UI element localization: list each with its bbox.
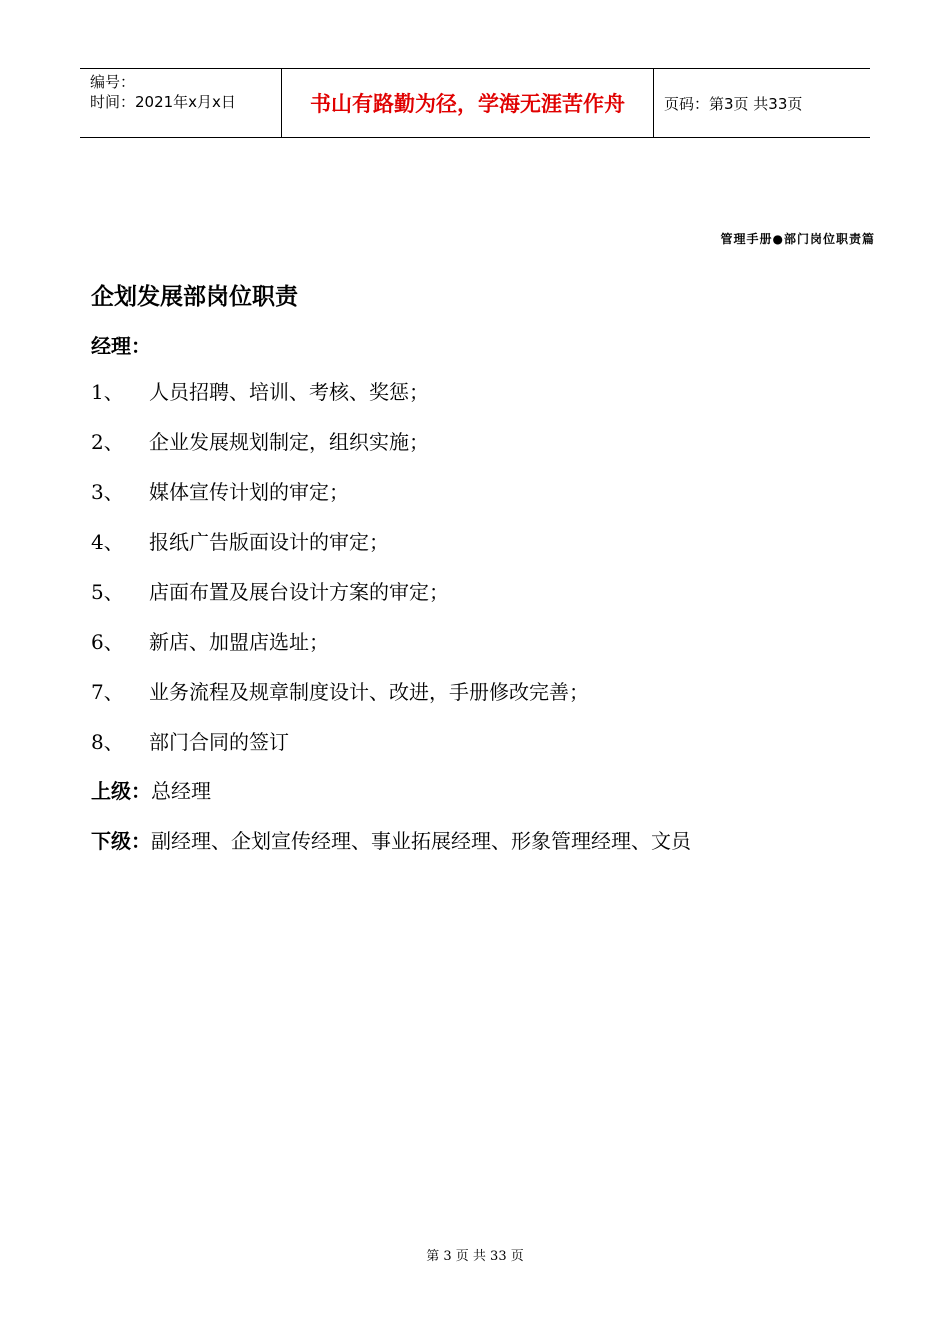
time-label: 时间：2021年x月x日 (90, 93, 236, 111)
number-label: 编号： (90, 73, 136, 91)
list-item (91, 378, 589, 428)
item-number: 1、 (91, 380, 124, 404)
subordinate-line (91, 827, 691, 855)
item-text: 部门合同的签订 (149, 730, 289, 754)
superior-line (91, 777, 211, 805)
item-number: 8、 (91, 730, 124, 754)
list-item (91, 678, 589, 728)
header-info-cell (80, 69, 282, 137)
list-item (91, 728, 589, 778)
item-text: 报纸广告版面设计的审定； (149, 530, 389, 554)
item-number: 3、 (91, 480, 124, 504)
item-text: 业务流程及规章制度设计、改进，手册修改完善； (149, 680, 589, 704)
item-text: 企业发展规划制定，组织实施； (149, 430, 429, 454)
role-label: 经理： (91, 334, 151, 358)
page-title: 企划发展部岗位职责 (91, 284, 298, 310)
superior-label: 上级： (91, 779, 151, 803)
item-number: 4、 (91, 530, 124, 554)
page-number-cell (654, 69, 870, 137)
running-head: 管理手册●部门岗位职责篇 (720, 232, 875, 246)
subordinate-value: 副经理、企划宣传经理、事业拓展经理、形象管理经理、文员 (151, 829, 691, 853)
motto-cell (282, 69, 654, 137)
item-number: 5、 (91, 580, 124, 604)
superior-value: 总经理 (151, 779, 211, 803)
item-text: 新店、加盟店选址； (149, 630, 329, 654)
subordinate-label: 下级： (91, 829, 151, 853)
list-item (91, 578, 589, 628)
item-number: 2、 (91, 430, 124, 454)
list-item (91, 528, 589, 578)
duty-list (91, 378, 589, 778)
item-text: 人员招聘、培训、考核、奖惩； (149, 380, 429, 404)
list-item (91, 478, 589, 528)
item-number: 7、 (91, 680, 124, 704)
header-table (80, 68, 870, 138)
motto-text: 书山有路勤为径，学海无涯苦作舟 (310, 92, 625, 116)
page-footer: 第 3 页 共 33 页 (426, 1249, 524, 1264)
item-text: 媒体宣传计划的审定； (149, 480, 349, 504)
list-item (91, 428, 589, 478)
item-number: 6、 (91, 630, 124, 654)
list-item (91, 628, 589, 678)
page-label: 页码：第3页 共33页 (664, 94, 803, 113)
item-text: 店面布置及展台设计方案的审定； (149, 580, 449, 604)
